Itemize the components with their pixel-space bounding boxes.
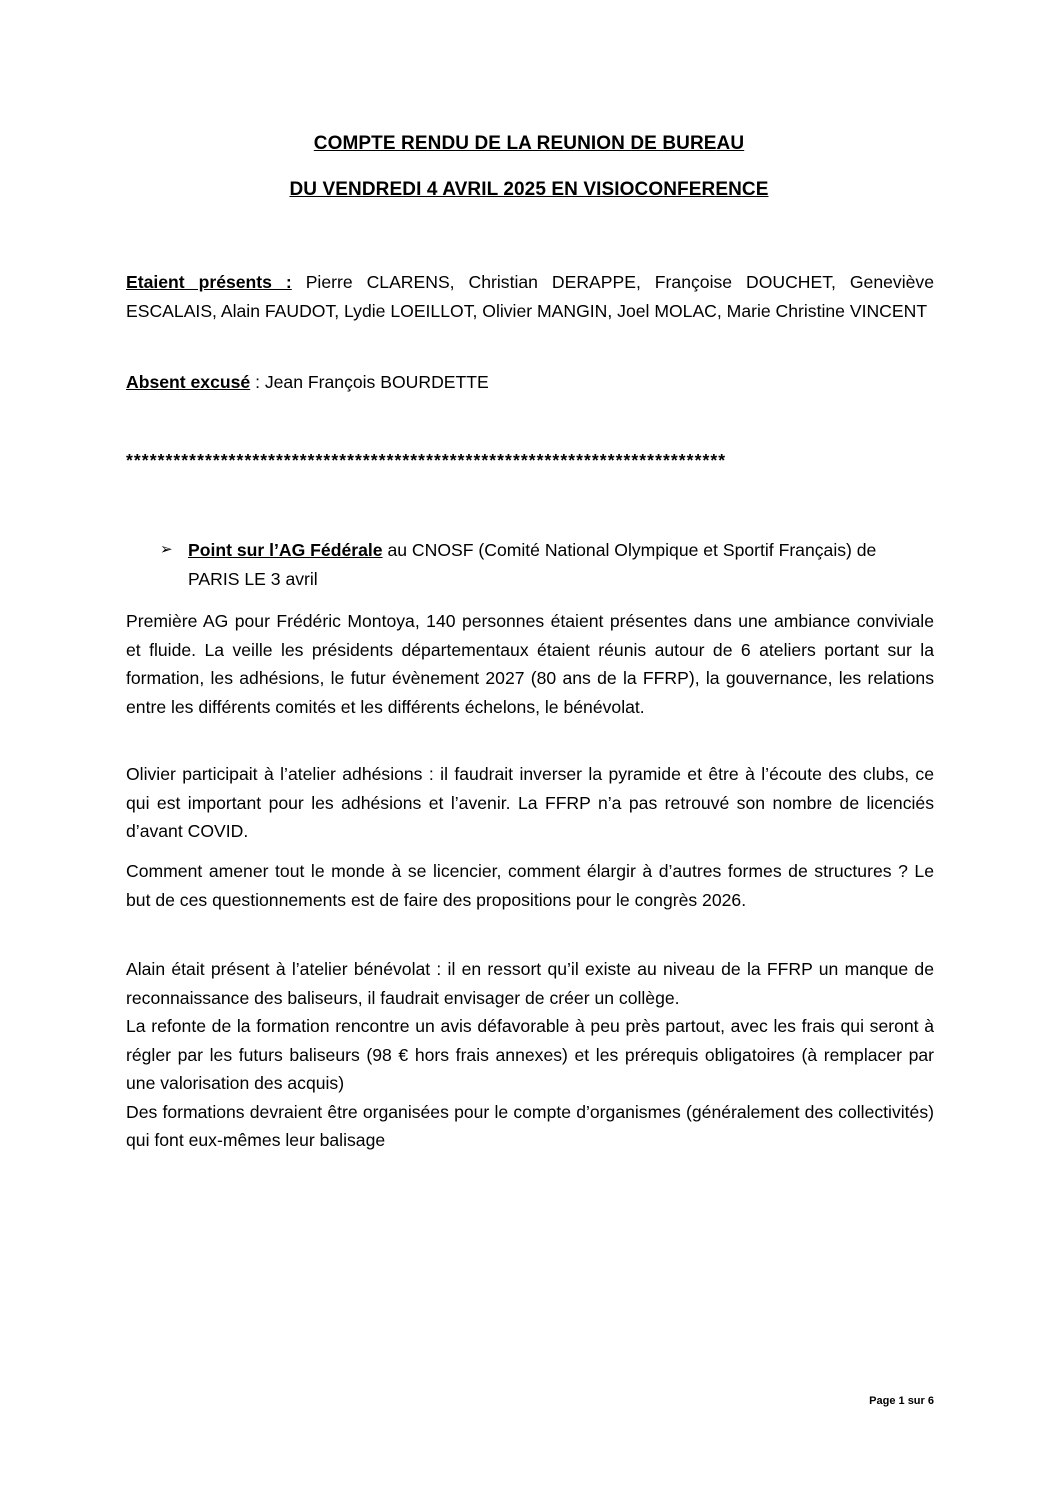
document-title-line1: COMPTE RENDU DE LA REUNION DE BUREAU — [313, 133, 745, 154]
paragraph-benevolat-line1: Alain était présent à l’atelier bénévolat : il en ressort qu’il existe au niveau de la FFRP un manque de reconnaissance des baliseurs, il faudrait envisager de créer un collège. — [126, 959, 934, 1008]
absent-names: : Jean François BOURDETTE — [250, 372, 489, 392]
section-heading-ag — [160, 536, 930, 593]
section-heading-text — [188, 536, 930, 593]
present-label: Etaient présents : — [126, 272, 292, 292]
paragraph-licences: Comment amener tout le monde à se licencier, comment élargir à d’autres formes de structures ? Le but de ces questionnements est de faire des propositions pour le congrès 2026. — [126, 861, 934, 910]
separator-line: **************************************************************************** — [126, 450, 727, 470]
paragraph-ag-overview: Première AG pour Frédéric Montoya, 140 personnes étaient présentes dans une ambiance conviviale et fluide. La veille les présidents départementaux étaient réunis autour de 6 ateliers portant sur la formation, les adhésions, le futur évènement 2027 (80 ans de la FFRP), la gouvernance, les relations entre les différents comités et les différents échelons, le bénévolat. — [126, 611, 934, 717]
paragraph-benevolat-line3: Des formations devraient être organisées pour le compte d’organismes (généralement des collectivités) qui font eux-mêmes leur balisage — [126, 1101, 934, 1150]
section-heading-title: Point sur l’AG Fédérale — [188, 540, 383, 560]
paragraph-adhesions: Olivier participait à l’atelier adhésions : il faudrait inverser la pyramide et être à l’écoute des clubs, ce qui est important pour les adhésions et l’avenir. La FFRP n’a pas retrouvé son nombre de licenciés d’avant COVID. — [126, 764, 934, 841]
page-number: Page 1 sur 6 — [869, 1395, 934, 1407]
paragraph-benevolat — [126, 955, 934, 1155]
absent-label: Absent excusé — [126, 372, 251, 392]
section-heading-rest: au CNOSF (Comité National Olympique et Sportif Français) de PARIS LE 3 avril — [188, 540, 877, 589]
present-names: Pierre CLARENS, Christian DERAPPE, Françoise DOUCHET, Geneviève ESCALAIS, Alain FAUDOT, Lydie LOEILLOT, Olivier MANGIN, Joel MOLAC, Marie Christine VINCENT — [126, 272, 934, 321]
document-title-line2: DU VENDREDI 4 AVRIL 2025 EN VISIOCONFERENCE — [289, 179, 769, 200]
attendees-present — [126, 268, 934, 325]
attendees-absent — [126, 368, 934, 397]
arrow-bullet-icon: ➢ — [160, 541, 173, 558]
paragraph-benevolat-line2: La refonte de la formation rencontre un avis défavorable à peu près partout, avec les frais qui seront à régler par les futurs baliseurs (98 € hors frais annexes) et les prérequis obligatoires (à remplacer par une valorisation des acquis) — [126, 1016, 934, 1093]
